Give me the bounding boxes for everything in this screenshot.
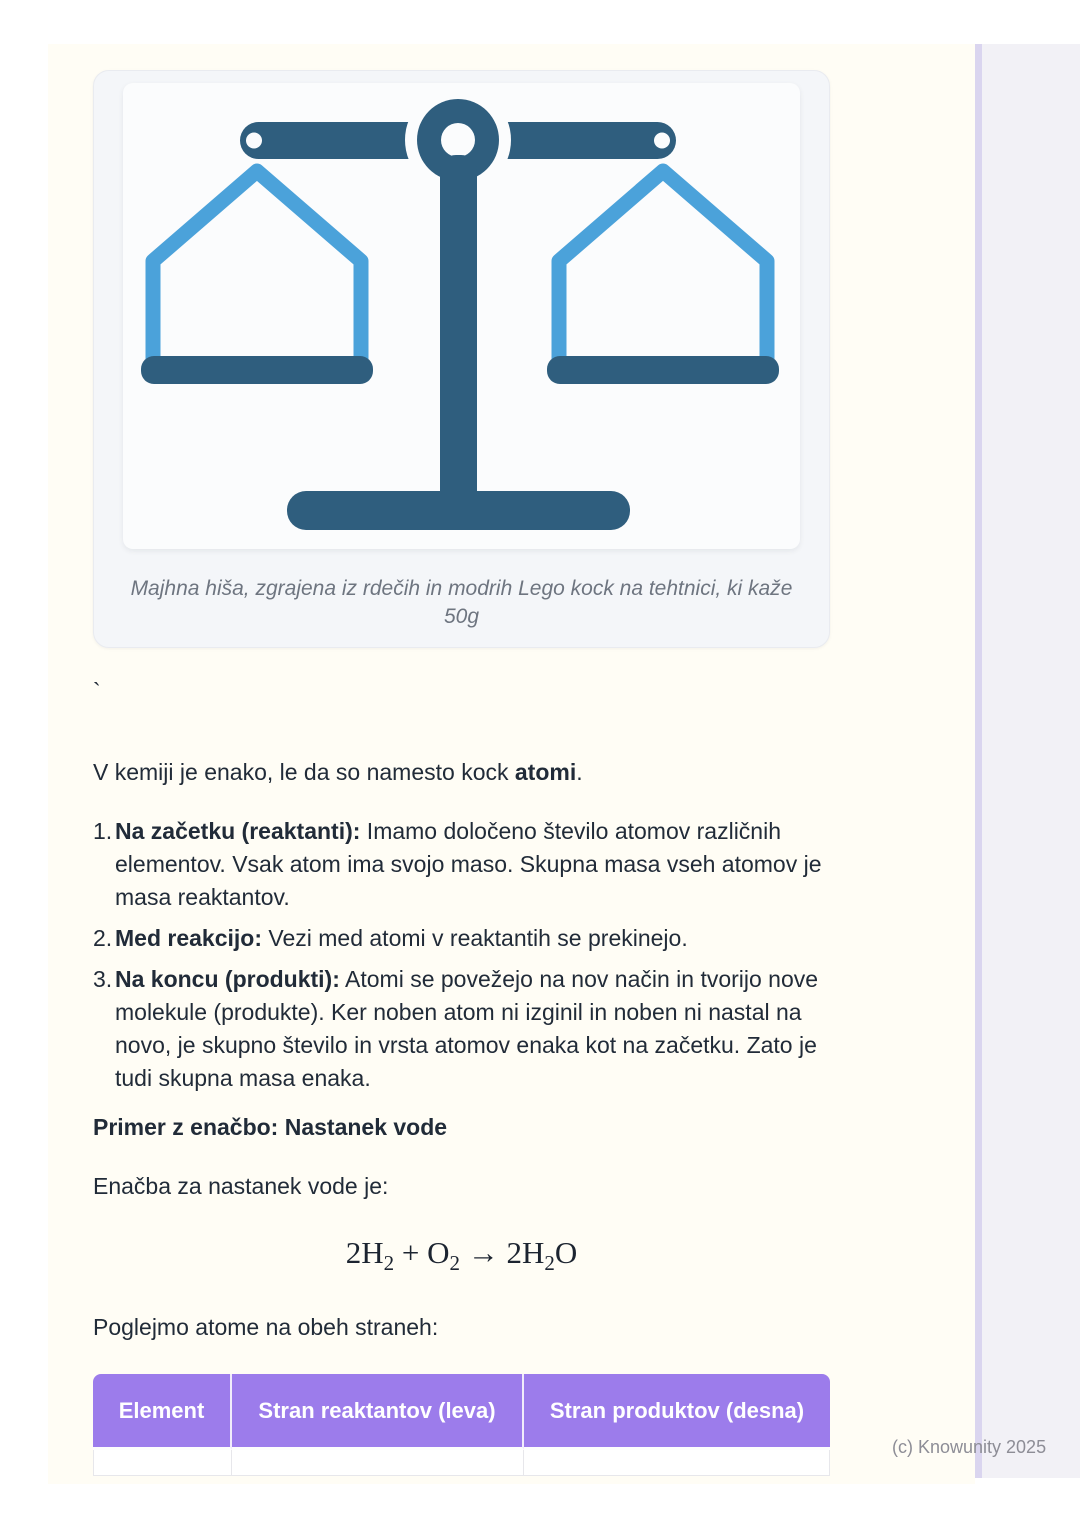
- equation-term: O: [554, 1235, 578, 1270]
- list-item-number: 3.: [93, 966, 113, 992]
- equation-term: 2H: [345, 1235, 384, 1270]
- table-row: [93, 1450, 830, 1476]
- equation-subscript: 2: [544, 1251, 555, 1276]
- figure-card: [93, 70, 830, 648]
- table-cell: [524, 1450, 830, 1476]
- table-cell: [93, 1450, 232, 1476]
- equation-intro: Enačba za nastanek vode je:: [93, 1173, 389, 1199]
- table-header-reactants: Stran reaktantov (leva): [232, 1374, 524, 1450]
- scale-frame: [141, 87, 779, 530]
- balance-scale-graphic: [123, 83, 800, 549]
- intro-bold-word: atomi: [514, 759, 577, 785]
- chemical-equation: [93, 1231, 830, 1275]
- figure-caption: Majhna hiša, zgrajena iz rdečih in modrih Lego kock na tehtnici, ki kaže 50g: [130, 577, 793, 628]
- example-heading: Primer z enačbo: Nastanek vode: [93, 1114, 448, 1140]
- document-body: [93, 70, 830, 1476]
- left-pan-base: [141, 356, 373, 384]
- list-item: [93, 922, 830, 955]
- table-header-element: Element: [93, 1374, 232, 1450]
- equation-subscript: 2: [383, 1251, 395, 1276]
- list-item-lead: Na koncu (produkti):: [115, 966, 340, 992]
- list-item-number: 2.: [93, 925, 113, 951]
- intro-text-after: .: [576, 759, 583, 785]
- table-header-row: [93, 1374, 830, 1450]
- list-item-text: Atomi se povežejo na nov način in tvorijo nove molekule (produkte). Ker noben atom ni izginil in noben ni nastal na novo, je skupno število in vrsta atomov enaka kot na začetku. Zato je tudi skupna masa enaka.: [115, 966, 819, 1091]
- left-beam-dot: [246, 133, 262, 149]
- left-pan-outline: [153, 171, 361, 365]
- pivot-hole: [441, 123, 475, 157]
- list-item-lead: Na začetku (reaktanti):: [115, 818, 361, 844]
- table-header-products: Stran produktov (desna): [524, 1374, 830, 1450]
- side-scrollbar-track[interactable]: [975, 44, 982, 1478]
- scale-base: [287, 491, 630, 530]
- list-item: [93, 963, 830, 1095]
- right-pan-base: [547, 356, 779, 384]
- right-pan-outline: [559, 171, 767, 365]
- list-item-number: 1.: [93, 818, 113, 844]
- equation-subscript: 2: [449, 1251, 460, 1276]
- side-panel: [982, 44, 1080, 1478]
- scale-post: [440, 155, 477, 511]
- copyright-notice: (c) Knowunity 2025: [892, 1437, 1047, 1457]
- steps-list: [93, 815, 830, 1095]
- list-item-text: Vezi med atomi v reaktantih se prekinejo.: [262, 925, 688, 951]
- list-item: [93, 815, 830, 914]
- list-item-lead: Med reakcijo:: [115, 925, 262, 951]
- stray-backtick: `: [93, 678, 101, 704]
- figure-image: [123, 83, 800, 549]
- table-intro: Poglejmo atome na obeh straneh:: [93, 1314, 439, 1340]
- atoms-table: [93, 1374, 830, 1476]
- intro-text-before: V kemiji je enako, le da so namesto kock: [93, 759, 515, 785]
- intro-paragraph: [93, 756, 830, 789]
- list-item-text: Imamo določeno število atomov različnih elementov. Vsak atom ima svojo maso. Skupna masa vseh atomov je masa reaktantov.: [115, 818, 822, 910]
- equation-term: + O: [394, 1235, 450, 1270]
- right-beam-dot: [654, 133, 670, 149]
- equation-term: → 2H: [459, 1235, 545, 1270]
- table-cell: [232, 1450, 524, 1476]
